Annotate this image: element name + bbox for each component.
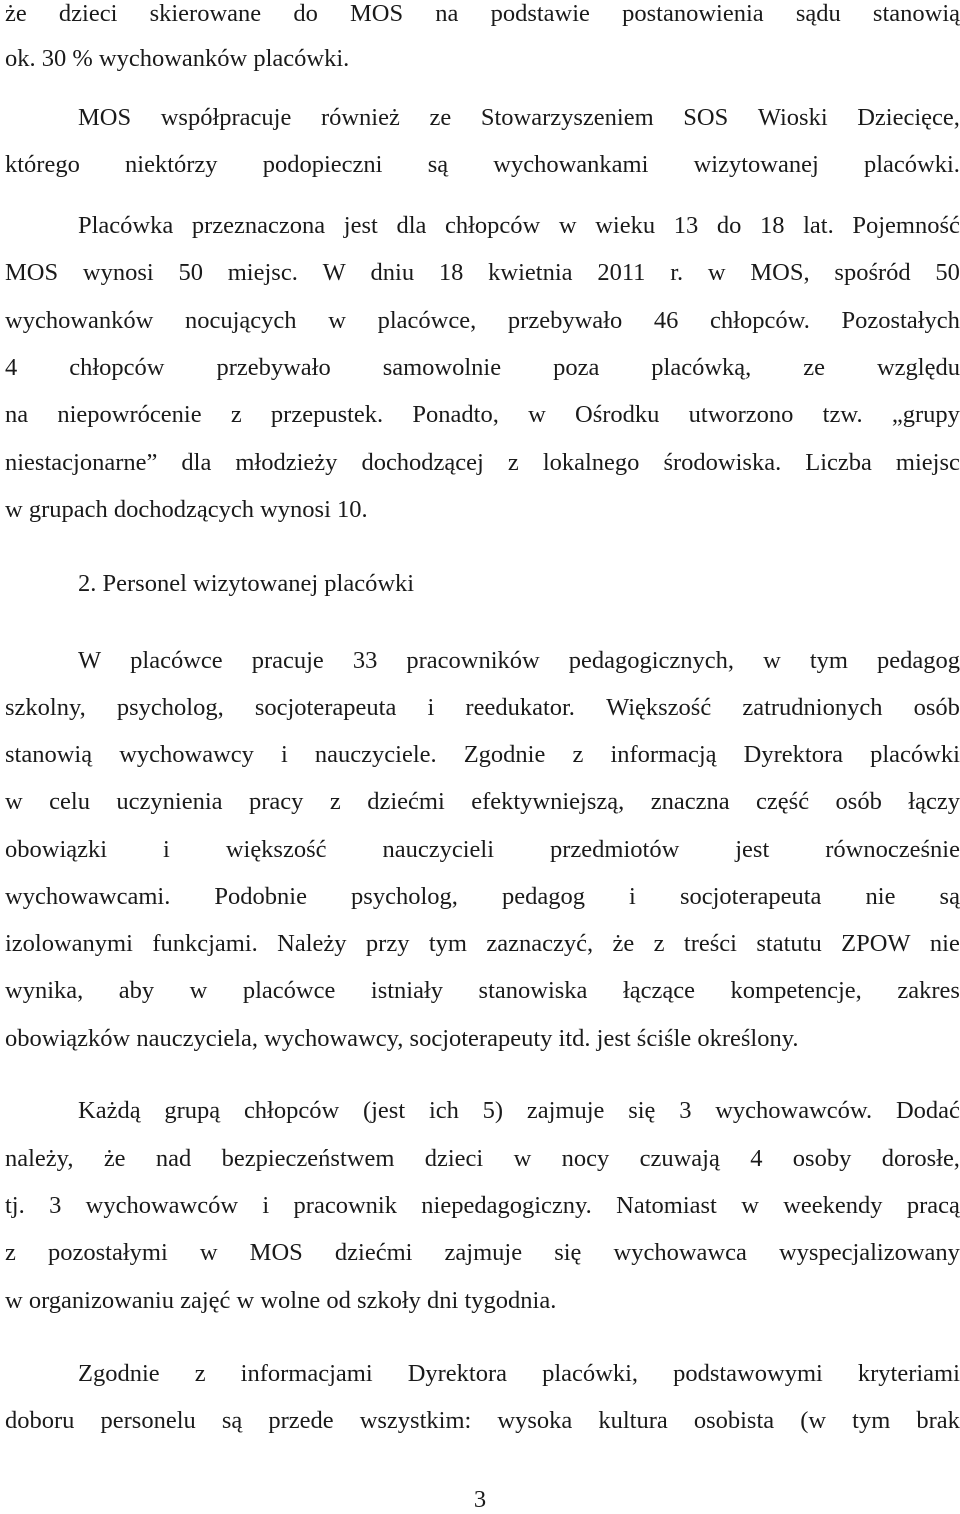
text-line: niestacjonarne” dla młodzieży dochodzącej z lokalnego środowiska. Liczba miejsc [5,449,960,476]
text-line: którego niektórzy podopieczni są wychowankami wizytowanej placówki. [5,151,960,178]
text-line: szkolny, psycholog, socjoterapeuta i reedukator. Większość zatrudnionych osób [5,694,960,721]
text-line: w celu uczynienia pracy z dziećmi efektywniejszą, znaczna część osób łączy [5,788,960,815]
text-line: Placówka przeznaczona jest dla chłopców w wieku 13 do 18 lat. Pojemność [78,212,960,239]
text-line: tj. 3 wychowawców i pracownik niepedagogiczny. Natomiast w weekendy pracą [5,1192,960,1219]
text-line: Każdą grupą chłopców (jest ich 5) zajmuje się 3 wychowawców. Dodać [78,1097,960,1124]
text-line: stanowią wychowawcy i nauczyciele. Zgodnie z informacją Dyrektora placówki [5,741,960,768]
text-line: 4 chłopców przebywało samowolnie poza placówką, ze względu [5,354,960,381]
text-line: że dzieci skierowane do MOS na podstawie postanowienia sądu stanowią [5,0,960,27]
text-line: w grupach dochodzących wynosi 10. [5,496,368,523]
text-line: wychowanków nocujących w placówce, przebywało 46 chłopców. Pozostałych [5,307,960,334]
text-line: MOS wynosi 50 miejsc. W dniu 18 kwietnia 2011 r. w MOS, spośród 50 [5,259,960,286]
text-line: należy, że nad bezpieczeństwem dzieci w nocy czuwają 4 osoby dorosłe, [5,1145,960,1172]
text-line: doboru personelu są przede wszystkim: wysoka kultura osobista (w tym brak [5,1407,960,1434]
text-line: wynika, aby w placówce istniały stanowiska łączące kompetencje, zakres [5,977,960,1004]
text-line: w organizowaniu zajęć w wolne od szkoły dni tygodnia. [5,1287,557,1314]
text-line: ok. 30 % wychowanków placówki. [5,45,350,72]
text-line: z pozostałymi w MOS dziećmi zajmuje się wychowawca wyspecjalizowany [5,1239,960,1266]
text-line: MOS współpracuje również ze Stowarzyszeniem SOS Wioski Dziecięce, [78,104,960,131]
text-line: obowiązków nauczyciela, wychowawcy, socjoterapeuty itd. jest ściśle określony. [5,1025,799,1052]
text-line: na niepowrócenie z przepustek. Ponadto, w Ośrodku utworzono tzw. „grupy [5,401,960,428]
text-line: wychowawcami. Podobnie psycholog, pedagog i socjoterapeuta nie są [5,883,960,910]
page-number: 3 [473,1486,487,1513]
text-line: W placówce pracuje 33 pracowników pedagogicznych, w tym pedagog [78,647,960,674]
text-line: izolowanymi funkcjami. Należy przy tym zaznaczyć, że z treści statutu ZPOW nie [5,930,960,957]
text-line: Zgodnie z informacjami Dyrektora placówki, podstawowymi kryteriami [78,1360,960,1387]
section-heading: 2. Personel wizytowanej placówki [78,570,415,597]
text-line: obowiązki i większość nauczycieli przedmiotów jest równocześnie [5,836,960,863]
